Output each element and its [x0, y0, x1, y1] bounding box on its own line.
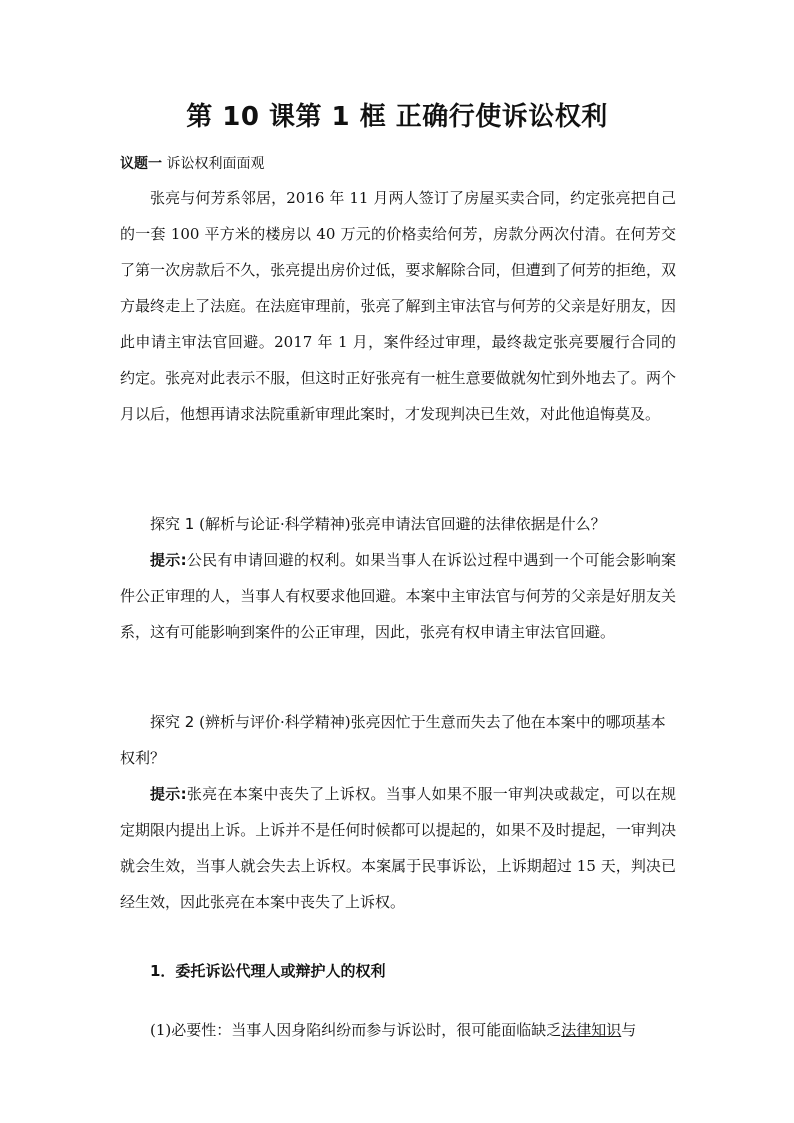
explore-2-text: (辨析与评价·科学精神)张亮因忙于生意而失去了他在本案中的哪项基本权利？ [120, 713, 666, 767]
explore-2-label: 探究 2 [150, 713, 195, 731]
section-line-underlined: 法律知识 [561, 1021, 622, 1039]
explore-1-question [120, 506, 676, 542]
section-line-end: 与 [621, 1021, 637, 1039]
page-title: 第 10 课第 1 框 正确行使诉讼权利 [186, 102, 608, 132]
explore-1-label: 探究 1 [150, 515, 195, 533]
topic-line [120, 153, 264, 173]
explore-2-question [120, 704, 676, 776]
case-paragraph: 张亮与何芳系邻居，2016 年 11 月两人签订了房屋买卖合同，约定张亮把自己的一套 100 平方米的楼房以 40 万元的价格卖给何芳，房款分两次付清。在何芳交了第一次房款后不久，张亮提出房价过低，要求解除合同，但遭到了何芳的拒绝，双方最终走上了法庭。在法庭审理前，张亮了解到主审法官与何芳的父亲是好朋友，因此申请主审法官回避。2017 年 1 月，案件经过审理，最终裁定张亮要履行合同的约定。张亮对此表示不服，但这时正好张亮有一桩生意要做就匆忙到外地去了。两个月以后，他想再请求法院重新审理此案时，才发现判决已生效，对此他追悔莫及。 [120, 189, 676, 423]
explore-2-hint-label: 提示: [150, 785, 187, 803]
topic-label: 议题一 [120, 156, 162, 172]
explore-1-text: (解析与论证·科学精神)张亮申请法官回避的法律依据是什么？ [199, 515, 606, 533]
section-line-start: (1)必要性：当事人因身陷纠纷而参与诉讼时，很可能面临缺乏 [150, 1021, 562, 1039]
section-line [150, 1012, 680, 1048]
explore-1-hint [120, 542, 676, 650]
explore-1-hint-text: 公民有申请回避的权利。如果当事人在诉讼过程中遇到一个可能会影响案件公正审理的人，当事人有权要求他回避。本案中主审法官与何芳的父亲是好朋友关系，这有可能影响到案件的公正审理，因此，张亮有权申请主审法官回避。 [120, 551, 676, 641]
explore-2-hint-text: 张亮在本案中丧失了上诉权。当事人如果不服一审判决或裁定，可以在规定期限内提出上诉。上诉并不是任何时候都可以提起的，如果不及时提起，一审判决就会生效，当事人就会失去上诉权。本案属于民事诉讼，上诉期超过 15 天，判决已经生效，因此张亮在本案中丧失了上诉权。 [120, 785, 676, 911]
topic-text: 诉讼权利面面观 [166, 156, 265, 172]
explore-1-hint-label: 提示: [150, 551, 187, 569]
explore-2-hint [120, 776, 676, 920]
section-heading: 1．委托诉讼代理人或辩护人的权利 [150, 962, 386, 980]
